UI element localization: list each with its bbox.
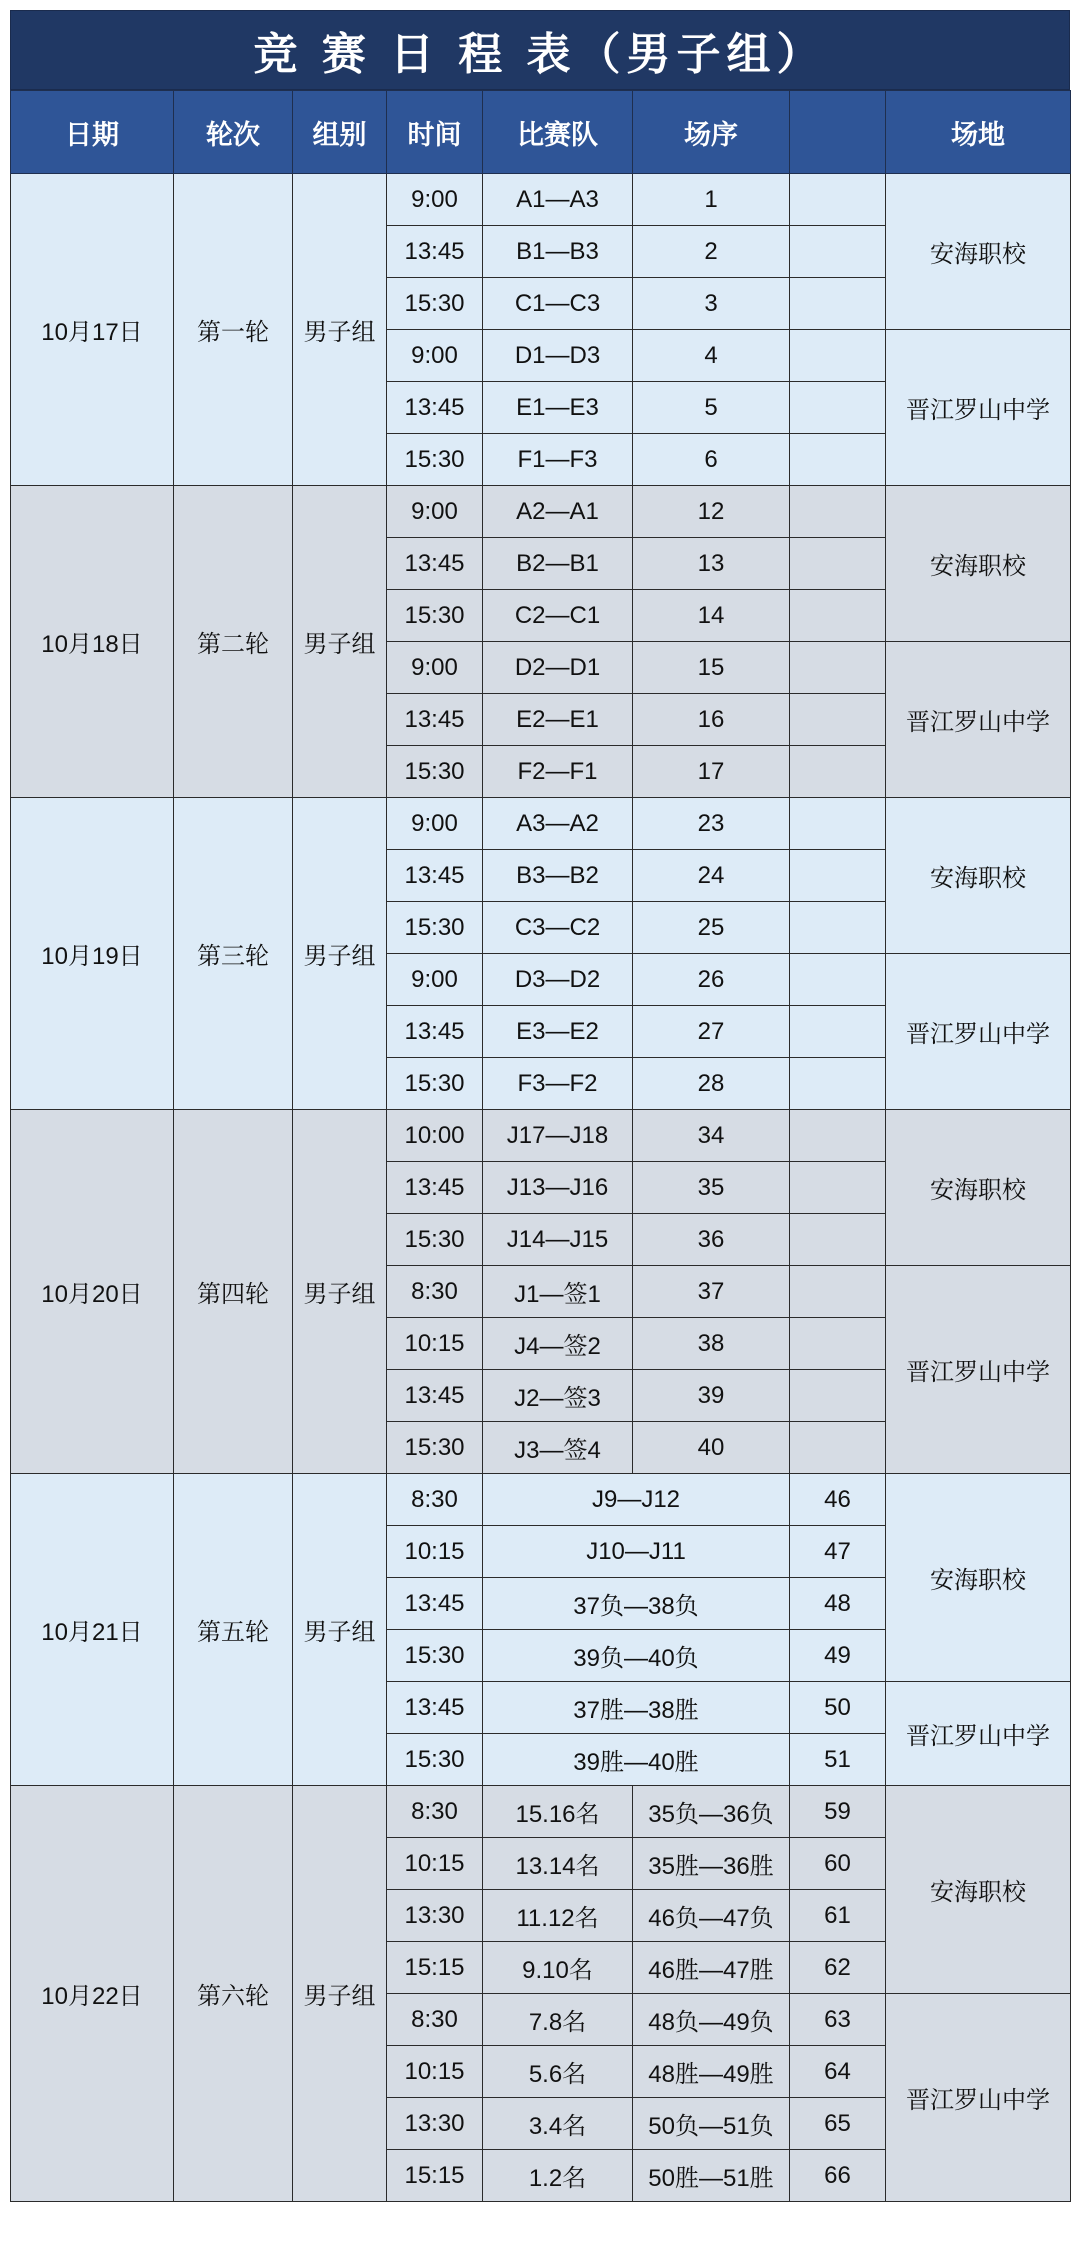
- page-title: 竞 赛 日 程 表（男子组）: [10, 10, 1070, 90]
- group-cell: 男子组: [293, 1474, 387, 1786]
- placement-cell: 15.16名: [483, 1786, 633, 1838]
- placement-cell: 9.10名: [483, 1942, 633, 1994]
- round-cell: 第四轮: [174, 1110, 293, 1474]
- teams-cell: B2—B1: [483, 538, 633, 590]
- match-no-cell: 60: [790, 1838, 886, 1890]
- time-cell: 15:30: [387, 278, 483, 330]
- match-no-cell: 65: [790, 2098, 886, 2150]
- blank-cell: [790, 486, 886, 538]
- blank-cell: [790, 1110, 886, 1162]
- time-cell: 9:00: [387, 954, 483, 1006]
- teams-cell: J10—J11: [483, 1526, 790, 1578]
- teams-cell: D2—D1: [483, 642, 633, 694]
- match-no-cell: 26: [633, 954, 790, 1006]
- match-no-cell: 49: [790, 1630, 886, 1682]
- teams-cell: C3—C2: [483, 902, 633, 954]
- teams-cell: 50胜—51胜: [633, 2150, 790, 2202]
- group-cell: 男子组: [293, 798, 387, 1110]
- time-cell: 10:15: [387, 2046, 483, 2098]
- placement-cell: 13.14名: [483, 1838, 633, 1890]
- date-cell: 10月22日: [11, 1786, 174, 2202]
- teams-cell: B1—B3: [483, 226, 633, 278]
- teams-cell: 48负—49负: [633, 1994, 790, 2046]
- group-cell: 男子组: [293, 1786, 387, 2202]
- time-cell: 13:45: [387, 850, 483, 902]
- teams-cell: F1—F3: [483, 434, 633, 486]
- header-teams: 比赛队: [483, 91, 633, 174]
- placement-cell: 3.4名: [483, 2098, 633, 2150]
- teams-cell: A1—A3: [483, 174, 633, 226]
- schedule: [10, 10, 1070, 2202]
- teams-cell: B3—B2: [483, 850, 633, 902]
- date-cell: 10月19日: [11, 798, 174, 1110]
- teams-cell: 50负—51负: [633, 2098, 790, 2150]
- match-no-cell: 61: [790, 1890, 886, 1942]
- teams-cell: 37胜—38胜: [483, 1682, 790, 1734]
- time-cell: 8:30: [387, 1474, 483, 1526]
- blank-cell: [790, 278, 886, 330]
- blank-cell: [790, 902, 886, 954]
- teams-cell: 48胜—49胜: [633, 2046, 790, 2098]
- blank-cell: [790, 694, 886, 746]
- venue-cell: 安海职校: [886, 1786, 1071, 1994]
- match-no-cell: 51: [790, 1734, 886, 1786]
- group-cell: 男子组: [293, 174, 387, 486]
- venue-cell: 安海职校: [886, 1110, 1071, 1266]
- match-no-cell: 25: [633, 902, 790, 954]
- time-cell: 13:45: [387, 538, 483, 590]
- blank-cell: [790, 746, 886, 798]
- round-cell: 第六轮: [174, 1786, 293, 2202]
- venue-cell: 晋江罗山中学: [886, 1994, 1071, 2202]
- teams-cell: E2—E1: [483, 694, 633, 746]
- match-no-cell: 4: [633, 330, 790, 382]
- match-no-cell: 14: [633, 590, 790, 642]
- time-cell: 10:15: [387, 1318, 483, 1370]
- match-no-cell: 63: [790, 1994, 886, 2046]
- match-no-cell: 48: [790, 1578, 886, 1630]
- teams-cell: D1—D3: [483, 330, 633, 382]
- group-cell: 男子组: [293, 1110, 387, 1474]
- teams-cell: J17—J18: [483, 1110, 633, 1162]
- teams-cell: 35胜—36胜: [633, 1838, 790, 1890]
- match-no-cell: 40: [633, 1422, 790, 1474]
- round-cell: 第五轮: [174, 1474, 293, 1786]
- time-cell: 13:45: [387, 694, 483, 746]
- round-cell: 第二轮: [174, 486, 293, 798]
- teams-cell: J9—J12: [483, 1474, 790, 1526]
- venue-cell: 晋江罗山中学: [886, 1682, 1071, 1786]
- match-no-cell: 66: [790, 2150, 886, 2202]
- time-cell: 13:30: [387, 2098, 483, 2150]
- blank-cell: [790, 1266, 886, 1318]
- match-no-cell: 5: [633, 382, 790, 434]
- date-cell: 10月20日: [11, 1110, 174, 1474]
- teams-cell: J13—J16: [483, 1162, 633, 1214]
- blank-cell: [790, 434, 886, 486]
- time-cell: 13:45: [387, 226, 483, 278]
- time-cell: 8:30: [387, 1786, 483, 1838]
- teams-cell: F3—F2: [483, 1058, 633, 1110]
- teams-cell: 35负—36负: [633, 1786, 790, 1838]
- venue-cell: 安海职校: [886, 1474, 1071, 1682]
- venue-cell: 晋江罗山中学: [886, 1266, 1071, 1474]
- header-venue: 场地: [886, 91, 1071, 174]
- match-no-cell: 35: [633, 1162, 790, 1214]
- time-cell: 15:30: [387, 590, 483, 642]
- match-no-cell: 46: [790, 1474, 886, 1526]
- blank-cell: [790, 1370, 886, 1422]
- header-match-no: 场序: [633, 91, 790, 174]
- match-no-cell: 24: [633, 850, 790, 902]
- header-row: [11, 91, 1071, 174]
- teams-cell: E1—E3: [483, 382, 633, 434]
- match-no-cell: 28: [633, 1058, 790, 1110]
- blank-cell: [790, 1318, 886, 1370]
- teams-cell: 39胜—40胜: [483, 1734, 790, 1786]
- blank-cell: [790, 642, 886, 694]
- teams-cell: J14—J15: [483, 1214, 633, 1266]
- match-no-cell: 12: [633, 486, 790, 538]
- match-no-cell: 1: [633, 174, 790, 226]
- venue-cell: 安海职校: [886, 798, 1071, 954]
- match-no-cell: 16: [633, 694, 790, 746]
- time-cell: 15:30: [387, 1422, 483, 1474]
- time-cell: 13:45: [387, 382, 483, 434]
- table-row: [11, 174, 1071, 226]
- date-cell: 10月17日: [11, 174, 174, 486]
- teams-cell: A3—A2: [483, 798, 633, 850]
- time-cell: 9:00: [387, 174, 483, 226]
- header-group: 组别: [293, 91, 387, 174]
- group-cell: 男子组: [293, 486, 387, 798]
- blank-cell: [790, 330, 886, 382]
- match-no-cell: 38: [633, 1318, 790, 1370]
- date-cell: 10月21日: [11, 1474, 174, 1786]
- placement-cell: 11.12名: [483, 1890, 633, 1942]
- blank-cell: [790, 850, 886, 902]
- match-no-cell: 3: [633, 278, 790, 330]
- time-cell: 15:15: [387, 2150, 483, 2202]
- blank-cell: [790, 174, 886, 226]
- blank-cell: [790, 590, 886, 642]
- match-no-cell: 15: [633, 642, 790, 694]
- time-cell: 13:45: [387, 1370, 483, 1422]
- blank-cell: [790, 382, 886, 434]
- teams-cell: J1—签1: [483, 1266, 633, 1318]
- time-cell: 10:15: [387, 1526, 483, 1578]
- teams-cell: 46负—47负: [633, 1890, 790, 1942]
- blank-cell: [790, 538, 886, 590]
- date-cell: 10月18日: [11, 486, 174, 798]
- time-cell: 15:30: [387, 1058, 483, 1110]
- time-cell: 10:00: [387, 1110, 483, 1162]
- teams-cell: F2—F1: [483, 746, 633, 798]
- table-row: [11, 1786, 1071, 1838]
- time-cell: 9:00: [387, 330, 483, 382]
- blank-cell: [790, 954, 886, 1006]
- match-no-cell: 39: [633, 1370, 790, 1422]
- time-cell: 15:15: [387, 1942, 483, 1994]
- time-cell: 13:30: [387, 1890, 483, 1942]
- time-cell: 9:00: [387, 642, 483, 694]
- time-cell: 15:30: [387, 1214, 483, 1266]
- teams-cell: 37负—38负: [483, 1578, 790, 1630]
- match-no-cell: 64: [790, 2046, 886, 2098]
- venue-cell: 安海职校: [886, 486, 1071, 642]
- time-cell: 13:45: [387, 1162, 483, 1214]
- time-cell: 13:45: [387, 1578, 483, 1630]
- time-cell: 10:15: [387, 1838, 483, 1890]
- match-no-cell: 13: [633, 538, 790, 590]
- venue-cell: 安海职校: [886, 174, 1071, 330]
- blank-cell: [790, 798, 886, 850]
- time-cell: 15:30: [387, 1630, 483, 1682]
- table-row: [11, 798, 1071, 850]
- placement-cell: 1.2名: [483, 2150, 633, 2202]
- teams-cell: J3—签4: [483, 1422, 633, 1474]
- round-cell: 第一轮: [174, 174, 293, 486]
- placement-cell: 5.6名: [483, 2046, 633, 2098]
- time-cell: 8:30: [387, 1994, 483, 2046]
- header-date: 日期: [11, 91, 174, 174]
- teams-cell: A2—A1: [483, 486, 633, 538]
- teams-cell: 39负—40负: [483, 1630, 790, 1682]
- match-no-cell: 62: [790, 1942, 886, 1994]
- match-no-cell: 50: [790, 1682, 886, 1734]
- venue-cell: 晋江罗山中学: [886, 954, 1071, 1110]
- blank-cell: [790, 1006, 886, 1058]
- match-no-cell: 59: [790, 1786, 886, 1838]
- time-cell: 9:00: [387, 486, 483, 538]
- time-cell: 15:30: [387, 902, 483, 954]
- placement-cell: 7.8名: [483, 1994, 633, 2046]
- teams-cell: 46胜—47胜: [633, 1942, 790, 1994]
- blank-cell: [790, 1058, 886, 1110]
- time-cell: 13:45: [387, 1006, 483, 1058]
- venue-cell: 晋江罗山中学: [886, 330, 1071, 486]
- blank-cell: [790, 1214, 886, 1266]
- teams-cell: C2—C1: [483, 590, 633, 642]
- match-no-cell: 23: [633, 798, 790, 850]
- table-row: [11, 1474, 1071, 1526]
- match-no-cell: 47: [790, 1526, 886, 1578]
- match-no-cell: 37: [633, 1266, 790, 1318]
- match-no-cell: 17: [633, 746, 790, 798]
- match-no-cell: 27: [633, 1006, 790, 1058]
- header-blank: [790, 91, 886, 174]
- teams-cell: C1—C3: [483, 278, 633, 330]
- teams-cell: J4—签2: [483, 1318, 633, 1370]
- time-cell: 8:30: [387, 1266, 483, 1318]
- header-round: 轮次: [174, 91, 293, 174]
- match-no-cell: 36: [633, 1214, 790, 1266]
- time-cell: 9:00: [387, 798, 483, 850]
- match-no-cell: 34: [633, 1110, 790, 1162]
- round-cell: 第三轮: [174, 798, 293, 1110]
- teams-cell: J2—签3: [483, 1370, 633, 1422]
- table-row: [11, 486, 1071, 538]
- match-no-cell: 2: [633, 226, 790, 278]
- time-cell: 15:30: [387, 434, 483, 486]
- blank-cell: [790, 226, 886, 278]
- blank-cell: [790, 1422, 886, 1474]
- table-row: [11, 1110, 1071, 1162]
- teams-cell: E3—E2: [483, 1006, 633, 1058]
- match-no-cell: 6: [633, 434, 790, 486]
- time-cell: 15:30: [387, 746, 483, 798]
- teams-cell: D3—D2: [483, 954, 633, 1006]
- blank-cell: [790, 1162, 886, 1214]
- venue-cell: 晋江罗山中学: [886, 642, 1071, 798]
- header-time: 时间: [387, 91, 483, 174]
- time-cell: 13:45: [387, 1682, 483, 1734]
- schedule-table: [10, 90, 1071, 2202]
- time-cell: 15:30: [387, 1734, 483, 1786]
